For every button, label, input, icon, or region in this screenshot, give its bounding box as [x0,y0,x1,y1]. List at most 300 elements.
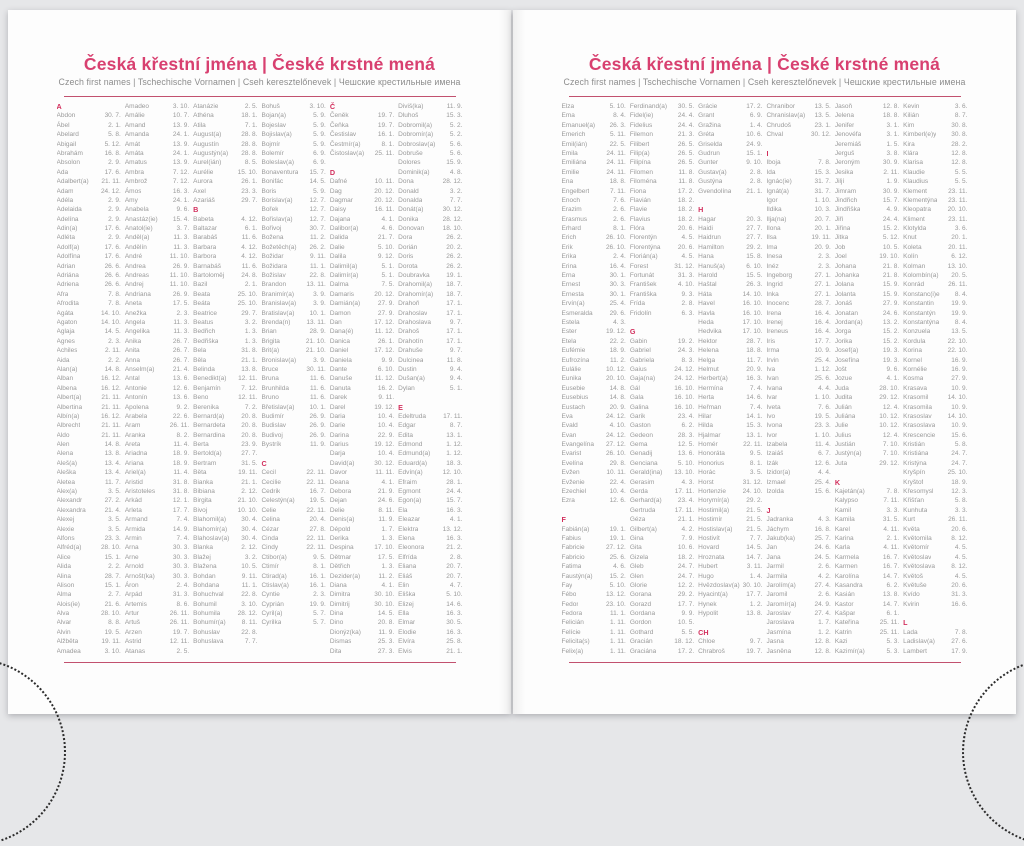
name-day-date: 27. 4. [814,610,831,618]
name-entry [57,384,121,393]
given-name: Branislav(a) [261,300,297,308]
name-day-date: 4. 1. [381,215,395,223]
given-name: Božislav [261,272,286,280]
name-entry [562,280,626,289]
name-day-date: 2. 8. [449,553,463,561]
given-name: Lambert [903,647,927,655]
name-day-date: 14. 5. [746,544,763,552]
name-entry [630,534,694,543]
given-name: Bronislav(a) [261,356,297,364]
name-day-date: 5. 5. [954,168,968,176]
name-day-date: 21. 6. [104,600,121,608]
name-entry [698,168,762,177]
name-entry [630,102,694,111]
given-name: Jasna [766,638,784,646]
name-day-date: 20. 8. [241,422,258,430]
given-name: Daniela [329,356,352,364]
given-name: Budivoj [261,431,283,439]
given-name: Anselm(a) [124,365,155,373]
name-entry [630,618,694,627]
given-name: Albín(a) [56,412,80,420]
name-day-date: 16. 6. [951,600,968,608]
name-entry [125,543,189,552]
name-day-date: 21. 11. [101,431,121,439]
given-name: Bohuchval [193,591,224,599]
name-entry [57,440,121,449]
name-day-date: 3. 9. [313,300,326,308]
name-entry [261,262,325,271]
name-entry [261,215,325,224]
given-name: Dušan(a) [398,375,425,383]
name-day-date: 8. 5. [244,159,258,167]
name-day-date: 13. 5. [951,328,968,336]
name-entry [835,327,899,336]
given-name: Géza [629,516,646,524]
given-name: Engelbert [561,187,590,195]
name-day-date: 11. 6. [310,375,326,383]
given-name: Edmond [398,441,423,449]
name-day-date: 6. 3. [681,309,695,317]
name-day-date: 7. 11. [610,187,626,195]
name-entry [57,478,121,487]
name-day-date: 18. 9. [951,478,968,486]
given-name: Gordon [629,619,652,627]
given-name: Beata [193,290,211,298]
name-day-date: 14. 5. [104,328,121,336]
name-day-date: 27. 9. [377,309,395,317]
given-name: Hermína [698,384,724,392]
name-entry [698,487,762,496]
given-name: Aida [56,356,70,364]
name-entry [698,496,762,505]
name-entry [630,140,694,149]
name-day-date: 6. 9. [313,159,326,167]
name-entry [562,158,626,167]
given-name: Gothard [629,628,654,636]
name-entry [630,365,694,374]
name-day-date: 8. 1. [749,459,763,467]
given-name: Ingrid [766,281,783,289]
name-day-date: 13. 5. [814,103,831,110]
name-entry [698,262,762,271]
name-day-date: 31. 5. [882,516,900,524]
given-name: Evarist [561,450,582,458]
name-day-date: 24. 9. [814,600,831,608]
given-name: Bohdan [193,572,216,580]
name-entry [398,534,462,543]
given-name: Drahomír(a) [398,290,434,298]
name-entry [630,393,694,402]
given-name: Filemon [629,131,653,139]
name-day-date: 2. 11. [105,347,121,355]
name-entry [261,337,325,346]
name-day-date: 17. 2. [677,647,695,655]
name-entry [193,534,257,543]
name-day-date: 19. 2. [677,337,695,345]
given-name: Květomír [903,544,930,552]
name-day-date: 7. 4. [749,384,763,392]
given-name: Helmut [698,365,719,373]
name-entry [193,449,257,458]
name-entry [125,224,189,233]
name-entry [57,290,121,299]
name-day-date: 11. 10. [169,272,190,280]
given-name: Heda [698,318,714,326]
name-day-date: 15. 8. [746,253,763,261]
name-day-date: 22. 8. [241,628,258,636]
name-day-date: 15. 7. [882,196,900,204]
page-left [8,10,511,714]
given-name: Antal [124,375,140,383]
page-title: Česká křestní jména | České krstné mená [588,54,941,74]
name-day-date: 16. 9. [951,365,968,373]
name-day-date: 6. 10. [377,365,395,373]
name-entry [57,637,121,646]
given-name: Brian [261,328,277,336]
name-entry [766,468,830,477]
name-day-date: 21. 8. [882,262,900,270]
name-day-date: 19. 7. [377,121,395,129]
name-day-date: 13. 11. [306,281,326,289]
given-name: Darel [329,403,346,411]
name-day-date: 29. 2. [746,243,763,251]
name-day-date: 20. 7. [446,563,463,571]
name-entry [261,572,325,581]
section-letter: E [398,402,403,412]
name-entry [766,637,830,646]
name-entry [193,384,257,393]
name-day-date: 15. 10. [237,168,258,176]
given-name: Darja [329,450,346,458]
name-day-date: 18. 12. [674,638,695,646]
name-day-date: 20. 10. [605,375,626,383]
given-name: Griselda [698,140,723,148]
name-entry [57,158,121,167]
given-name: Bohumil [193,600,217,608]
name-entry [562,215,626,224]
name-entry [630,572,694,581]
name-entry [398,271,462,280]
name-entry [261,102,325,111]
name-day-date: 18. 8. [746,347,763,355]
name-day-date: 2. 12. [241,544,258,552]
given-name: Ezechiel [561,488,587,496]
given-name: Fatima [561,563,582,571]
name-entry [57,572,121,581]
given-name: Dezider(a) [329,572,361,580]
given-name: Karmen [834,563,858,571]
given-name: Bazil [193,281,208,289]
given-name: Chloe [698,638,716,646]
name-day-date: 10. 12. [879,422,900,430]
given-name: Daniel [329,347,349,355]
given-name: Anna [124,356,141,364]
given-name: Donald [398,187,419,195]
given-name: Borislav(a) [261,196,293,204]
given-name: Krasoslava [903,422,936,430]
name-day-date: 1. 10. [814,196,831,204]
given-name: Jorika [834,337,853,345]
name-entry [398,280,462,289]
name-entry [903,478,967,487]
name-entry [330,478,394,487]
name-day-date: 25. 7. [814,534,831,542]
name-day-date: 5. 3. [886,647,900,655]
name-day-date: 28. 8. [241,140,258,148]
given-name: Gerald(ina) [629,469,663,477]
name-entry [766,562,830,571]
name-day-date: 16. 3. [446,628,463,636]
given-name: Karla [834,544,850,552]
given-name: Doubravka [398,272,430,280]
given-name: Dejan [329,497,347,505]
name-entry [630,478,694,487]
given-name: Felicián [561,619,584,627]
given-name: Dylan [398,384,415,392]
name-day-date: 4. 5. [681,253,695,261]
given-name: Celina [261,516,280,524]
given-name: Amanda [124,131,150,139]
given-name: Kasián [834,591,855,599]
given-name: Benedikt(a) [193,375,227,383]
name-day-date: 10. 12. [879,412,900,420]
name-entry [330,111,394,120]
name-day-date: 26. 5. [677,149,695,157]
name-entry [698,337,762,346]
given-name: Fidelius [629,121,653,129]
given-name: Florián(a) [629,253,658,261]
name-day-date: 20. 9. [746,365,763,373]
name-day-date: 1. 10. [814,394,831,402]
name-day-date: 27. 7. [746,234,763,242]
name-day-date: 2. 9. [108,215,121,223]
given-name: Kliment [903,215,925,223]
name-day-date: 9. 4. [449,365,463,373]
given-name: Božetěch(a) [261,243,297,251]
name-entry [398,187,462,196]
name-entry [630,628,694,637]
name-entry [398,637,462,646]
name-entry [398,337,462,346]
given-name: Heřman [698,403,722,411]
name-entry [835,609,899,618]
name-day-date: 3. 1. [886,131,900,139]
name-entry [903,346,967,355]
name-entry [57,224,121,233]
given-name: Dolores [398,159,421,167]
name-entry [562,449,626,458]
given-name: Hostimír [698,516,723,524]
name-day-date: 15. 2. [882,337,900,345]
given-name: Aram [124,422,141,430]
name-entry [835,365,899,374]
name-day-date: 2. 4. [613,253,626,261]
given-name: Kleopatra [903,206,931,214]
given-name: Gerhard(a) [629,497,662,505]
given-name: Inéz [766,262,779,270]
name-entry [193,262,257,271]
given-name: Gréta [698,131,715,139]
name-entry [698,421,762,430]
name-day-date: 22. 11. [306,506,326,514]
name-entry [57,553,121,562]
name-entry [193,271,257,280]
name-entry [193,356,257,365]
name-entry [125,412,189,421]
given-name: Felicita(s) [561,638,590,646]
given-name: Kimberl(e)y [903,131,937,139]
name-entry [125,140,189,149]
given-name: Aletea [56,478,75,486]
given-name: Graciána [629,647,657,655]
name-day-date: 27. 3. [377,647,395,655]
name-entry [698,393,762,402]
given-name: Agaton [56,318,78,326]
name-day-date: 14. 5. [377,610,395,618]
name-entry [57,647,121,656]
name-day-date: 22. 9. [377,431,395,439]
given-name: Áron [124,581,139,589]
name-day-date: 18. 2. [677,553,695,561]
name-day-date: 20. 6. [951,581,968,589]
name-entry [630,496,694,505]
name-day-date: 13. 1. [446,431,463,439]
name-entry [330,487,394,496]
name-entry [835,205,899,214]
name-day-date: 24. 6. [814,544,831,552]
given-name: Cézar [261,525,279,533]
name-entry [630,440,694,449]
name-day-date: 7. 12. [172,178,190,186]
given-name: Běta [193,469,207,477]
name-entry [630,421,694,430]
given-name: Justýn(a) [834,450,862,458]
name-day-date: 9. 4. [449,375,463,383]
name-entry [903,233,967,242]
name-day-date: 12. 4. [882,431,900,439]
name-day-date: 6. 9. [749,112,763,120]
name-day-date: 16. 12. [100,375,121,383]
name-day-date: 23. 1. [814,121,831,129]
name-day-date: 4. 7. [449,581,463,589]
name-day-date: 15. 1. [104,553,121,561]
name-day-date: 3. 10. [241,600,258,608]
name-entry [698,187,762,196]
name-day-date: 16. 12. [100,412,121,420]
given-name: Evan [561,431,577,439]
name-day-date: 13. 6. [677,450,695,458]
blank-row [766,140,830,149]
given-name: Cecil [261,469,276,477]
name-entry [261,140,325,149]
name-entry [125,393,189,402]
name-day-date: 16. 3. [746,375,763,383]
given-name: Jolanta [834,290,856,298]
name-entry [903,525,967,534]
name-day-date: 16. 12. [100,384,121,392]
name-entry [562,233,626,242]
name-day-date: 16. 2. [377,384,395,392]
name-day-date: 26. 6. [104,272,121,280]
name-entry [562,572,626,581]
given-name: Agáta [56,309,74,317]
name-day-date: 1. 11. [610,647,626,655]
name-entry [903,299,967,308]
name-day-date: 22. 11. [306,469,326,477]
name-day-date: 4. 10. [609,422,626,430]
name-day-date: 15. 6. [951,431,968,439]
name-day-date: 22. 6. [172,412,190,420]
given-name: Drahomil(a) [398,281,433,289]
given-name: Gordana [629,610,656,618]
name-day-date: 23. 3. [814,422,831,430]
name-day-date: 5. 9. [313,112,326,120]
name-entry [698,562,762,571]
given-name: Klaudie [903,168,925,176]
given-name: Jana [766,553,781,561]
given-name: Darius [329,441,349,449]
name-entry [630,215,694,224]
name-entry [193,403,257,412]
given-name: Bernard(a) [193,412,225,420]
name-entry [261,205,325,214]
name-day-date: 15. 3. [446,112,463,120]
given-name: Klaudius [903,178,929,186]
name-entry [903,581,967,590]
name-day-date: 4. 4. [818,384,831,392]
name-entry [330,149,394,158]
given-name: Božidara [261,262,288,270]
name-day-date: 7. 8. [954,628,968,636]
given-name: Dita [329,647,342,655]
given-name: Eliana [398,563,417,571]
name-entry [330,205,394,214]
name-day-date: 1. 7. [818,619,831,627]
name-day-date: 25. 4. [814,356,831,364]
given-name: Florentýn [629,234,657,242]
given-name: Faustýn(a) [561,572,593,580]
name-entry [903,327,967,336]
given-name: Alfons [56,534,75,542]
name-entry [398,600,462,609]
name-entry [630,543,694,552]
name-entry [125,271,189,280]
given-name: Gaja(na) [629,375,656,383]
name-day-date: 30. 8. [951,131,968,139]
given-name: Izidor(a) [766,469,791,477]
name-entry [193,637,257,646]
name-day-date: 4. 6. [381,225,395,233]
name-entry [57,262,121,271]
name-entry [766,158,830,167]
given-name: Garik [629,412,646,420]
name-entry [630,356,694,365]
name-entry [261,553,325,562]
name-day-date: 21. 10. [305,337,326,345]
name-day-date: 10. 9. [951,403,968,411]
given-name: Bianka [193,478,214,486]
given-name: Elodie [398,628,417,636]
given-name: Ctirad(a) [261,572,287,580]
given-name: Chval [766,131,784,139]
name-entry [57,628,121,637]
name-entry [903,224,967,233]
name-day-date: 24. 12. [605,431,626,439]
name-day-date: 11. 2. [378,572,395,580]
name-day-date: 30. 12. [810,131,831,139]
name-day-date: 12. 8. [882,103,900,110]
name-day-date: 11. 2. [610,356,626,364]
